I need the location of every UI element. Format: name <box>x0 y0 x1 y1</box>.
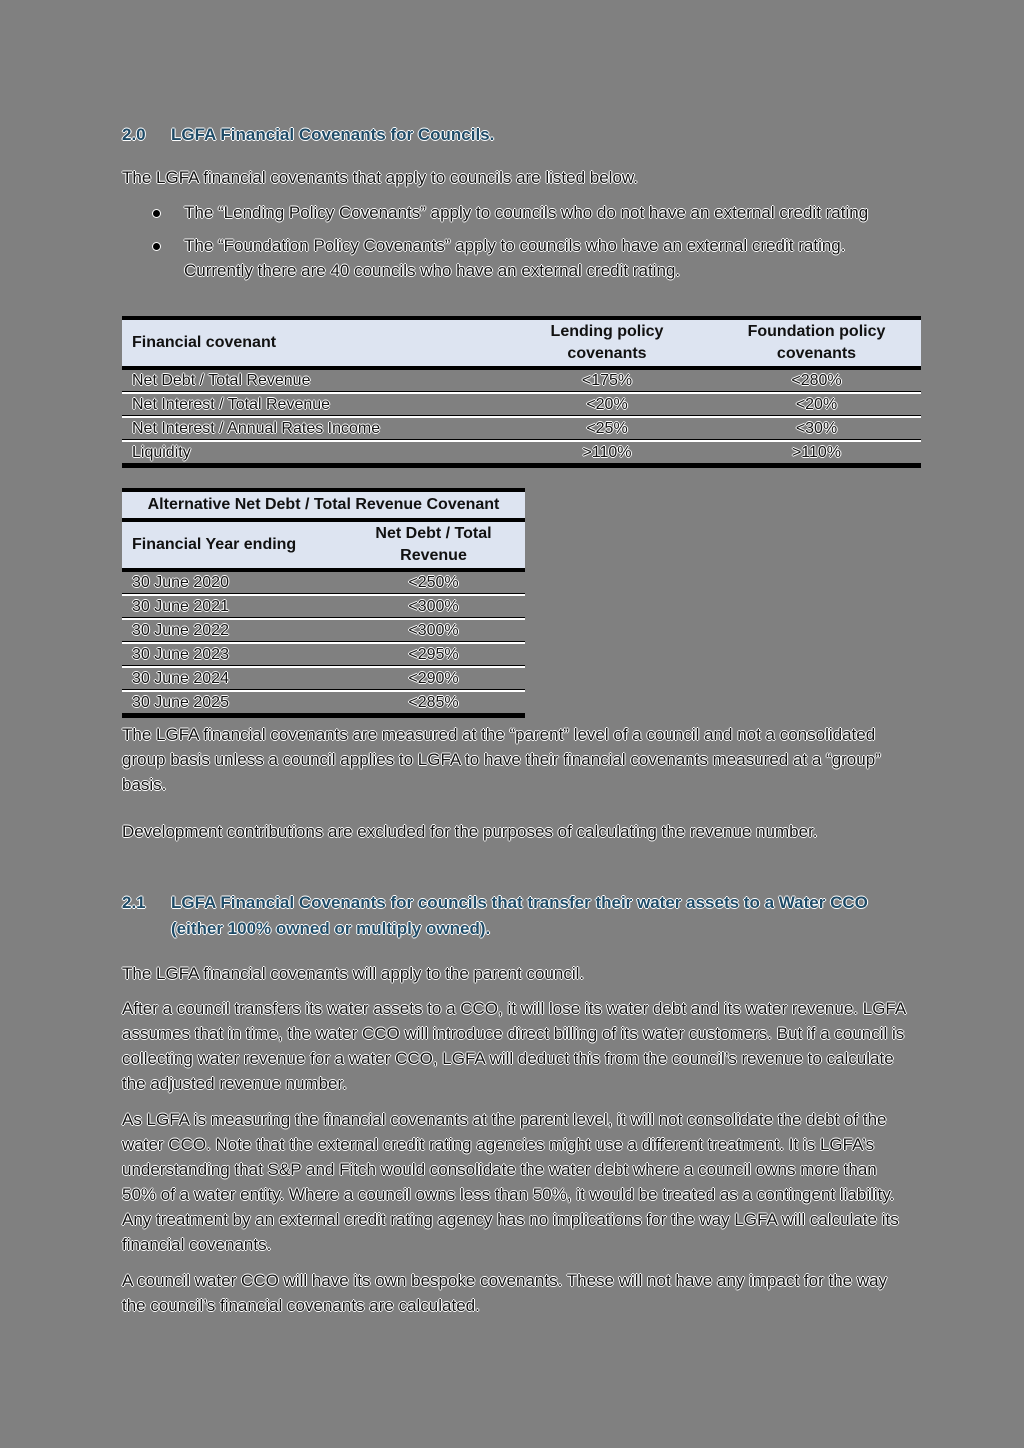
bullet-item: The “Lending Policy Covenants” apply to councils who do not have an external credit rating <box>122 200 912 225</box>
section-2-1-paragraph: After a council transfers its water assets to a CCO, it will lose its water debt and its water revenue. LGFA assumes that in time, the water CCO will introduce direct billing of its water customers. But if a council is collecting water revenue for a water CCO, LGFA will deduct this from the council’s revenue to calculate the adjusted revenue number. <box>122 999 906 1093</box>
table-row: 30 June 2023 <295% <box>122 643 525 667</box>
table-header-row <box>122 318 921 368</box>
financial-covenants-table <box>122 316 921 468</box>
table-row: Net Debt / Total Revenue <175% <280% <box>122 368 921 393</box>
section-number: 2.0 <box>122 125 146 144</box>
table-row: 30 June 2024 <290% <box>122 667 525 691</box>
bullet-icon <box>153 210 160 217</box>
table-title: Alternative Net Debt / Total Revenue Covenant <box>122 490 525 520</box>
covenant-bullet-list <box>122 200 912 291</box>
table-row: 30 June 2021 <300% <box>122 595 525 619</box>
column-header: Foundation policy covenants <box>712 318 921 368</box>
section-2-1-paragraph: The LGFA financial covenants will apply to the parent council. <box>122 964 585 983</box>
column-header: Lending policy covenants <box>502 318 712 368</box>
bullet-item: The “Foundation Policy Covenants” apply to councils who have an external credit rating. Currently there are 40 councils who have an external credit rating. <box>122 233 912 283</box>
column-header: Financial Year ending <box>122 520 342 570</box>
section-2-1-paragraph: A council water CCO will have its own bespoke covenants. These will not have any impact for the way the council’s financial covenants are calculated. <box>122 1271 888 1315</box>
table-row: Net Interest / Annual Rates Income <25% <30% <box>122 417 921 441</box>
table-row: 30 June 2022 <300% <box>122 619 525 643</box>
bullet-icon <box>153 243 160 250</box>
table-row: Net Interest / Total Revenue <20% <20% <box>122 393 921 417</box>
table-row: 30 June 2025 <285% <box>122 691 525 716</box>
column-header: Financial covenant <box>122 318 502 368</box>
intro-paragraph: The LGFA financial covenants that apply to councils are listed below. <box>122 168 638 187</box>
table-row: 30 June 2020 <250% <box>122 570 525 595</box>
section-2-1-paragraph: As LGFA is measuring the financial covenants at the parent level, it will not consolidate the debt of the water CCO. Note that the external credit rating agencies might use a different treatment. It is LGFA’s understanding that S&P and Fitch would consolidate the water debt where a council owns more than 50% of a water entity. Where a council owns less than 50%, it would be treated as a contingent liability. Any treatment by an external credit rating agency has no implications for the way LGFA will calculate its financial covenants. <box>122 1110 899 1254</box>
table-header-row <box>122 520 525 570</box>
development-contributions-paragraph: Development contributions are excluded for the purposes of calculating the revenue number. <box>122 822 818 841</box>
table-title-row <box>122 490 525 520</box>
section-title: LGFA Financial Covenants for councils that transfer their water assets to a Water CCO (either 100% owned or multiply owned). <box>171 893 868 938</box>
section-heading-2-0 <box>122 122 951 148</box>
section-heading-2-1 <box>122 890 911 942</box>
table-row: Liquidity >110% >110% <box>122 441 921 466</box>
section-number: 2.1 <box>122 893 146 912</box>
section-title: LGFA Financial Covenants for Councils. <box>171 125 495 144</box>
parent-level-paragraph: The LGFA financial covenants are measured at the “parent” level of a council and not a consolidated group basis unless a council applies to LGFA to have their financial covenants measured at a “group” basis. <box>122 725 881 794</box>
alternative-covenant-table <box>122 488 525 718</box>
column-header: Net Debt / Total Revenue <box>342 520 525 570</box>
